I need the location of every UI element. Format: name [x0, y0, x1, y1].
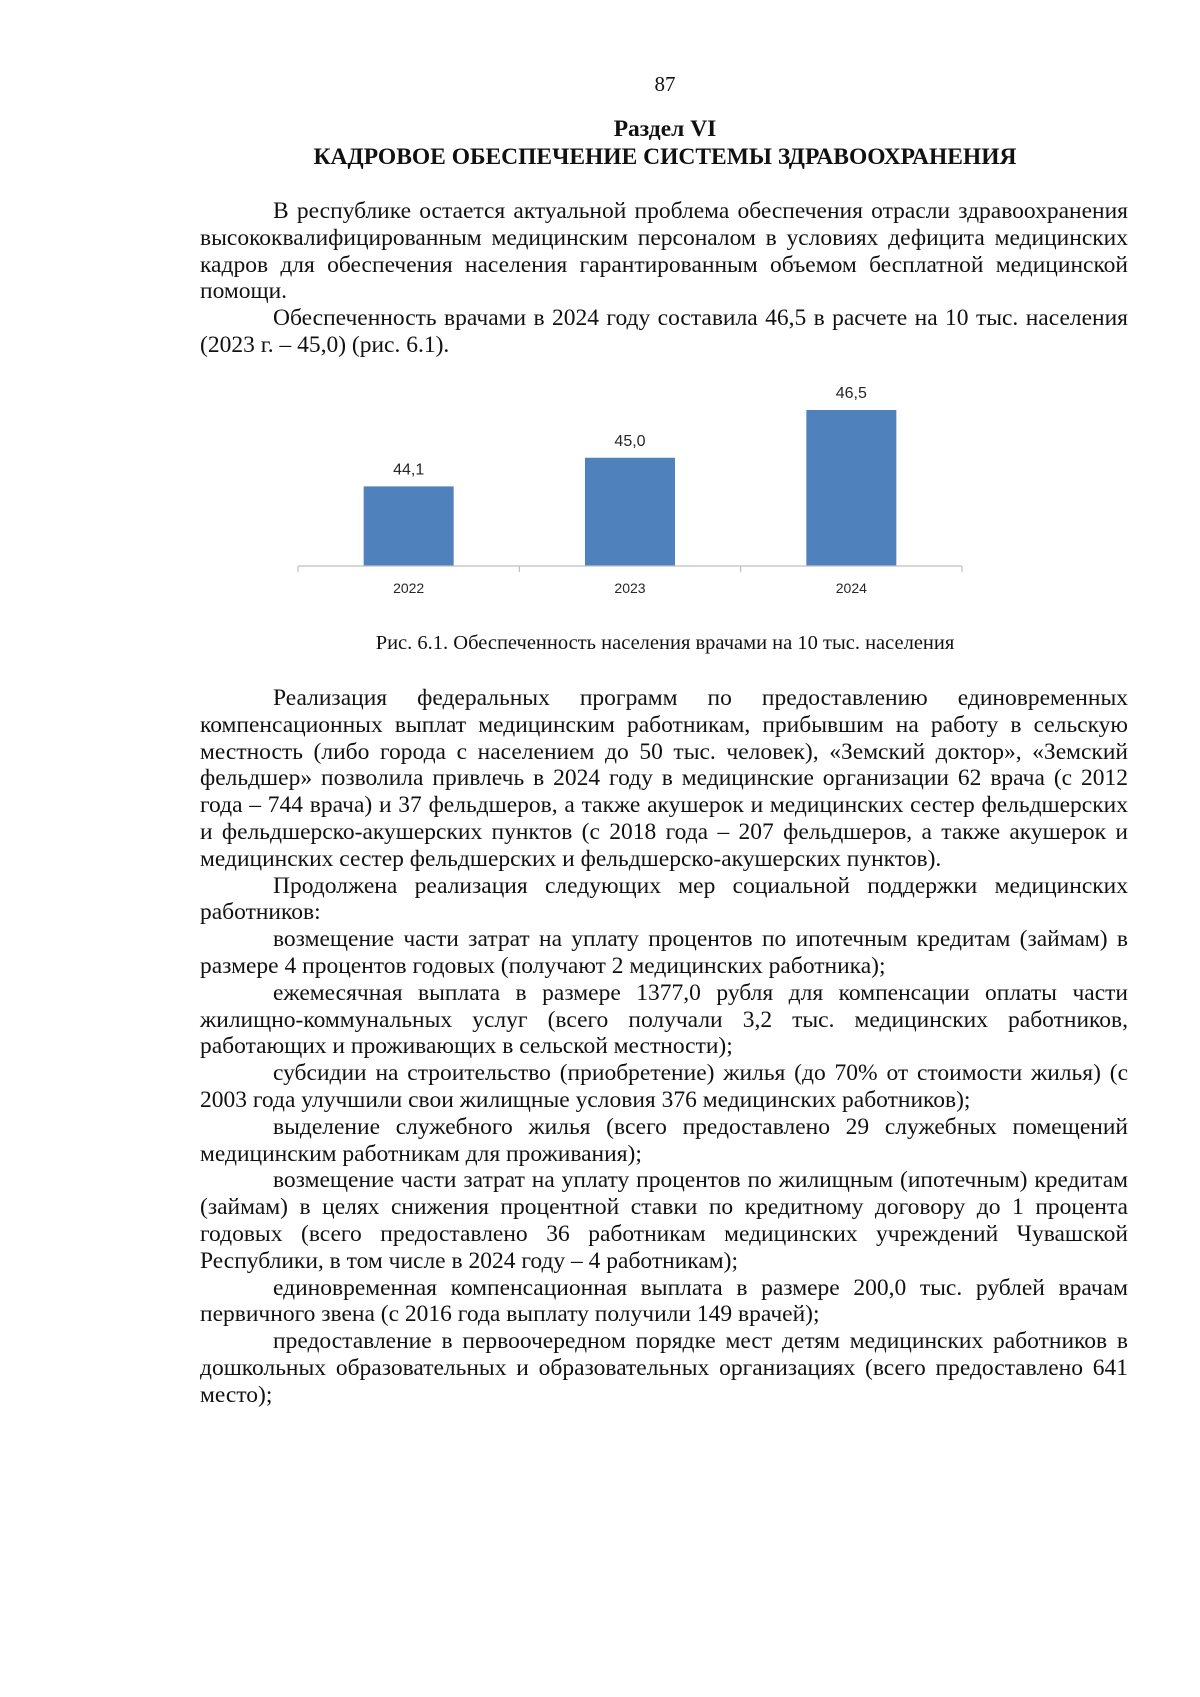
chart-data-label: 46,5 — [835, 385, 867, 402]
section-heading — [200, 115, 1130, 171]
paragraph: В республике остается актуальной проблема обеспечения отрасли здравоохранения высококвалифицированным медицинским персоналом в условиях дефицита медицинских кадров для обеспечения населения гарантированным объемом бесплатной медицинской помощи. — [200, 198, 1128, 305]
page-number: 87 — [654, 72, 676, 96]
chart-tick-label: 2023 — [614, 580, 646, 596]
paragraph: Обеспеченность врачами в 2024 году составила 46,5 в расчете на 10 тыс. населения (2023 г. – 45,0) (рис. 6.1). — [200, 305, 1128, 358]
chart-bar — [806, 410, 896, 566]
section-label: Раздел VI — [613, 116, 717, 142]
chart-data-label: 45,0 — [614, 432, 646, 450]
list-item: выделение служебного жилья (всего предоставлено 29 служебных помещений медицинским работникам для проживания); — [200, 1113, 1128, 1167]
chart-bar — [585, 458, 675, 566]
intro-text — [200, 198, 1128, 359]
list-item: возмещение части затрат на уплату процентов по ипотечным кредитам (займам) в размере 4 процентов годовых (получают 2 медицинских работника); — [200, 926, 1128, 979]
chart-data-label: 44,1 — [393, 461, 425, 479]
chart-bar — [364, 486, 454, 566]
list-item: возмещение части затрат на уплату процентов по жилищным (ипотечным) кредитам (займам) в целях снижения процентной ставки по кредитному договору до 1 процента годовых (всего предоставлено 36 работникам медицинских учреждений Чувашской Республики, в том числе в 2024 году – 4 работникам); — [200, 1167, 1128, 1274]
list-item: субсидии на строительство (приобретение) жилья (до 70% от стоимости жилья) (с 2003 года улучшили свои жилищные условия 376 медицинских работников); — [200, 1060, 1128, 1113]
bar-chart — [290, 380, 970, 600]
chart-tick-label: 2024 — [835, 580, 867, 596]
list-item: единовременная компенсационная выплата в размере 200,0 тыс. рублей врачам первичного звена (с 2016 года выплату получили 149 врачей); — [200, 1274, 1128, 1328]
paragraph: Продолжена реализация следующих мер социальной поддержки медицинских работников: — [200, 872, 1128, 926]
paragraph: Реализация федеральных программ по предоставлению единовременных компенсационных выплат медицинским работникам, прибывшим на работу в сельскую местность (либо города с населением до 50 тыс. человек), «Земский доктор», «Земский фельдшер» позволила привлечь в 2024 году в медицинские организации 62 врача (с 2012 года – 744 врача) и 37 фельдшеров, а также акушерок и медицинских сестер фельдшерских и фельдшерско-акушерских пунктов (с 2018 года – 207 фельдшеров, а также акушерок и медицинских сестер фельдшерских и фельдшерско-акушерских пунктов). — [200, 685, 1128, 872]
chart-tick-label: 2022 — [393, 580, 425, 596]
body-text — [200, 685, 1128, 1409]
figure-caption: Рис. 6.1. Обеспеченность населения врачами на 10 тыс. населения — [375, 632, 955, 654]
list-item: ежемесячная выплата в размере 1377,0 рубля для компенсации оплаты части жилищно-коммунальных услуг (всего получали 3,2 тыс. медицинских работников, работающих и проживающих в сельской местности); — [200, 979, 1128, 1060]
section-title: КАДРОВОЕ ОБЕСПЕЧЕНИЕ СИСТЕМЫ ЗДРАВООХРАНЕНИЯ — [313, 144, 1017, 170]
list-item: предоставление в первоочередном порядке мест детям медицинских работников в дошкольных образовательных и образовательных организациях (всего предоставлено 641 место); — [200, 1328, 1128, 1408]
